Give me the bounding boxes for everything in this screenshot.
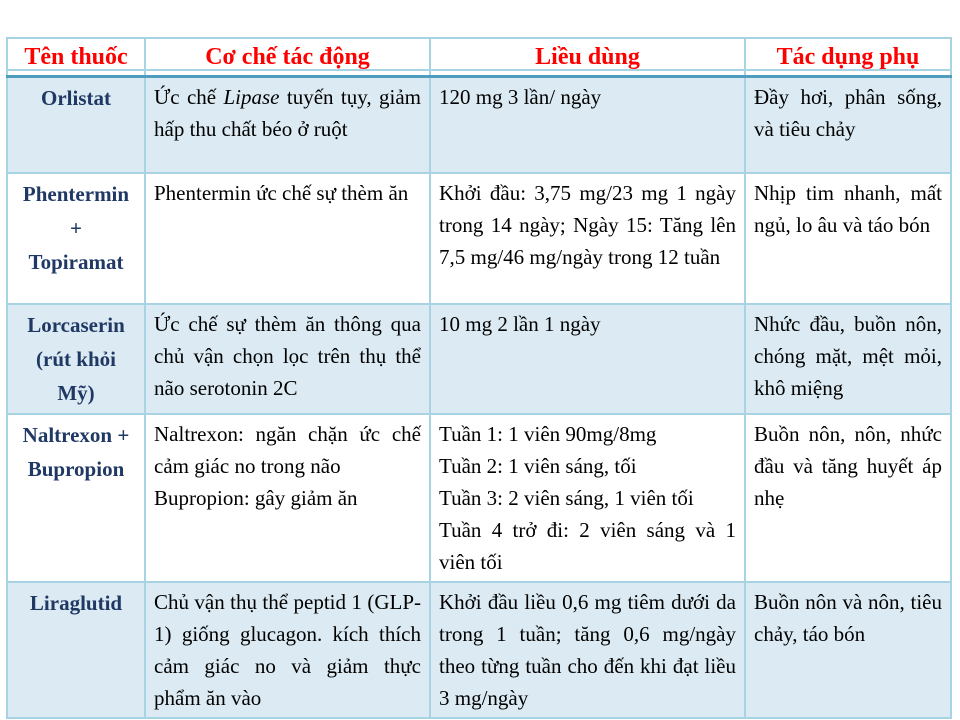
side-effects-cell (745, 77, 951, 173)
drug-name-line: Mỹ) (57, 380, 95, 405)
drug-table (6, 37, 952, 719)
dose-line: Tuần 4 trở đi: 2 viên sáng và 1 viên tối (439, 517, 736, 574)
drug-name-line: Orlistat (41, 86, 111, 110)
table-row-lorcaserin (7, 304, 951, 414)
dose-cell (430, 173, 745, 304)
dose-line: Tuần 1: 1 viên 90mg/8mg (439, 421, 657, 446)
mechanism-paragraph: Chủ vận thụ thể peptid 1 (GLP-1) giống glucagon. kích thích cảm giác no và giảm thực phẩm ăn vào (154, 589, 421, 710)
dose-cell (430, 582, 745, 718)
mechanism-paragraph: Bupropion: gây giảm ăn (154, 485, 358, 510)
dose-cell (430, 77, 745, 173)
drug-name-line: Phentermin (22, 181, 130, 206)
side-effects-cell (745, 582, 951, 718)
dose-cell (430, 304, 745, 414)
drug-name-line: Naltrexon + (22, 422, 130, 447)
drug-name-cell (7, 304, 145, 414)
side-effects-text: Buồn nôn và nôn, tiêu chảy, táo bón (754, 589, 942, 646)
dose-cell (430, 414, 745, 582)
drug-name-line: (rút khỏi (36, 346, 116, 371)
drug-name-line: Lorcaserin (27, 312, 125, 337)
side-effects-text: Nhức đầu, buồn nôn, chóng mặt, mệt mỏi, khô miệng (754, 311, 942, 400)
table-row-naltrexon-bupropion (7, 414, 951, 582)
mechanism-cell (145, 414, 430, 582)
drug-name-cell (7, 77, 145, 173)
dose-line: Tuần 2: 1 viên sáng, tối (439, 453, 637, 478)
dose-line: Khởi đầu: 3,75 mg/23 mg 1 ngày trong 14 ngày; Ngày 15: Tăng lên 7,5 mg/46 mg/ngày trong 12 tuần (439, 180, 736, 269)
drug-name-cell (7, 414, 145, 582)
side-effects-cell (745, 304, 951, 414)
side-effects-text: Đầy hơi, phân sống, và tiêu chảy (754, 85, 942, 141)
side-effects-cell (745, 414, 951, 582)
dose-line: Khởi đầu liều 0,6 mg tiêm dưới da trong 1 tuần; tăng 0,6 mg/ngày theo từng tuần cho đến khi đạt liều 3 mg/ngày (439, 589, 736, 710)
side-effects-cell (745, 173, 951, 304)
column-header-mechanism: Cơ chế tác động (145, 38, 430, 77)
column-header-drug-name: Tên thuốc (7, 38, 145, 77)
mechanism-cell (145, 173, 430, 304)
column-header-dose: Liều dùng (430, 38, 745, 77)
mechanism-text: tuyến tụy, giảm hấp thu chất béo ở ruột (154, 85, 421, 141)
drug-name-line: + (70, 215, 82, 240)
mechanism-paragraph: Phentermin ức chế sự thèm ăn (154, 180, 409, 205)
dose-line: 120 mg 3 lần/ ngày (439, 85, 602, 109)
drug-name-line: Topiramat (28, 249, 124, 274)
table-row-orlistat (7, 77, 951, 173)
dose-line: 10 mg 2 lần 1 ngày (439, 311, 601, 336)
mechanism-text: Ức chế (154, 85, 224, 109)
dose-line: Tuần 3: 2 viên sáng, 1 viên tối (439, 485, 694, 510)
table-row-liraglutid (7, 582, 951, 718)
mechanism-italic-term: Lipase (223, 85, 280, 109)
mechanism-cell (145, 304, 430, 414)
side-effects-text: Buồn nôn, nôn, nhức đầu và tăng huyết áp nhẹ (754, 421, 942, 510)
header-row (7, 38, 951, 77)
column-header-side-effects: Tác dụng phụ (745, 38, 951, 77)
mechanism-paragraph: Naltrexon: ngăn chặn ức chế cảm giác no trong não (154, 421, 421, 478)
drug-name-cell (7, 582, 145, 718)
drug-name-line: Bupropion (27, 456, 125, 481)
mechanism-cell (145, 582, 430, 718)
mechanism-cell (145, 77, 430, 173)
drug-name-cell (7, 173, 145, 304)
drug-name-line: Liraglutid (29, 590, 123, 615)
table-row-phentermin-topiramat (7, 173, 951, 304)
mechanism-paragraph: Ức chế sự thèm ăn thông qua chủ vận chọn lọc trên thụ thể não serotonin 2C (154, 311, 421, 400)
side-effects-text: Nhịp tim nhanh, mất ngủ, lo âu và táo bón (754, 180, 942, 237)
mechanism-paragraph (154, 81, 421, 145)
